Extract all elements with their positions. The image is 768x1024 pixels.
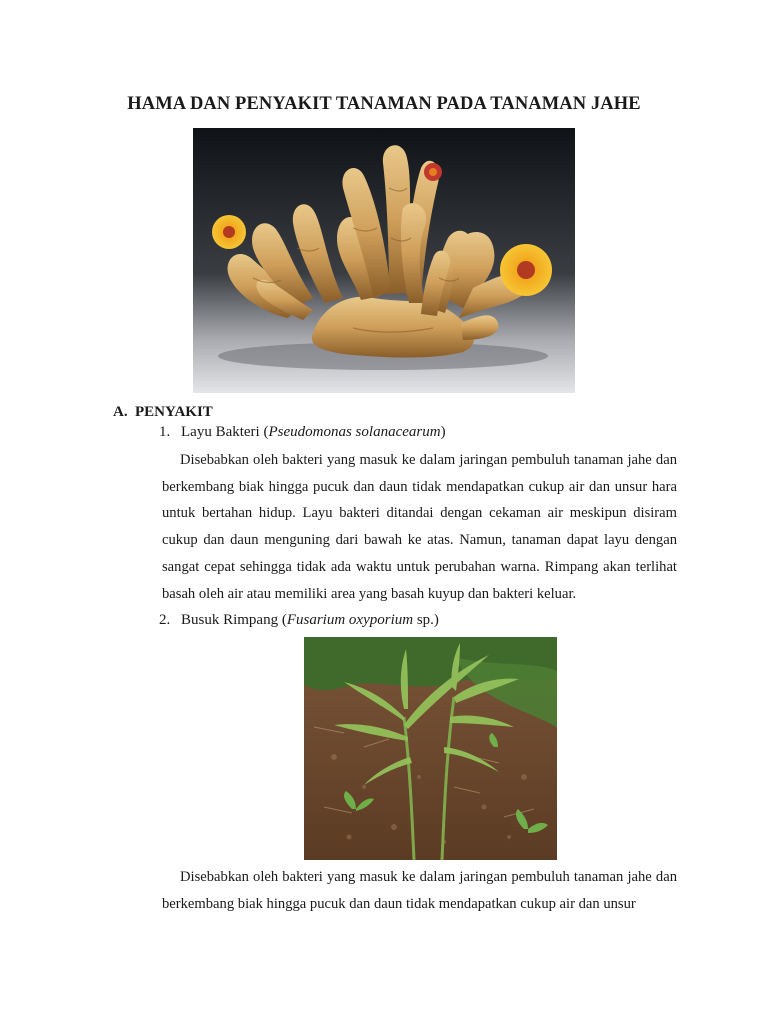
item-open-paren: (: [259, 424, 269, 440]
item-name: Busuk Rimpang: [181, 612, 279, 628]
section-a-heading: [113, 404, 213, 421]
item-number: 1.: [159, 424, 171, 440]
paragraph-layu-bakteri: Disebabkan oleh bakteri yang masuk ke dalam jaringan pembuluh tanaman jahe dan berkembang biak hingga pucuk dan daun tidak mendapatkan cukup air dan unsur hara untuk bertahan hidup. Layu bakteri ditandai dengan cekaman air meskipun disiram cukup dan daun menguning dari bawah ke atas. Namun, tanaman dapat layu dengan sangat cepat sehingga tidak ada waktu untuk perubahan warna. Rimpang akan terlihat basah oleh air atau memiliki area yang basah kuyup dan bakteri keluar.: [162, 452, 677, 602]
item-name: Layu Bakteri: [181, 424, 260, 440]
page-title: HAMA DAN PENYAKIT TANAMAN PADA TANAMAN JAHE: [127, 94, 641, 114]
ginger-rhizome-image: [193, 128, 575, 393]
item-number: 2.: [159, 612, 171, 628]
paragraph-busuk-rimpang: Disebabkan oleh bakteri yang masuk ke dalam jaringan pembuluh tanaman jahe dan berkembang biak hingga pucuk dan daun tidak mendapatkan cukup air dan unsur: [162, 869, 677, 912]
section-letter: A.: [113, 404, 128, 420]
ginger-plant-image: [304, 637, 557, 860]
item-close-paren: ): [440, 424, 446, 440]
section-heading-text: PENYAKIT: [135, 404, 213, 420]
item-close-paren: sp.): [413, 612, 439, 628]
item-scientific-name: Pseudomonas solanacearum: [268, 424, 441, 440]
item-scientific-name: Fusarium oxyporium: [286, 612, 414, 628]
item-open-paren: (: [278, 612, 287, 628]
list-item-busuk-rimpang: [159, 612, 439, 629]
list-item-layu-bakteri: [159, 424, 446, 441]
